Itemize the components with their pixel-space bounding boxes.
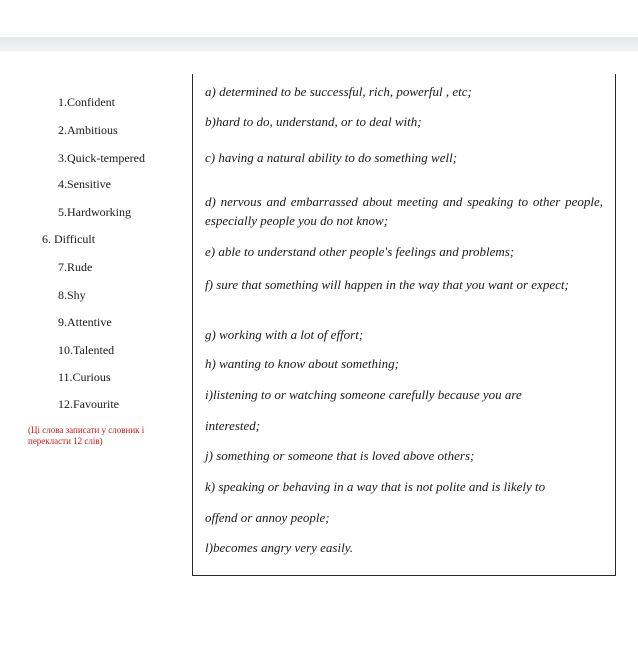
definition-item: l)becomes angry very easily.	[205, 540, 354, 555]
definition-item: i)listening to or watching someone carefully because you are	[205, 387, 522, 402]
word-item: 6. Difficult	[42, 232, 96, 246]
top-bar-divider	[0, 37, 638, 51]
word-item: 4.Sensitive	[58, 177, 111, 191]
word-item: 11.Curious	[58, 370, 111, 384]
definition-item: h) wanting to know about something;	[205, 356, 399, 371]
document-page	[0, 51, 638, 661]
definition-item: b)hard to do, understand, or to deal with;	[205, 114, 422, 129]
word-item: 8.Shy	[58, 288, 86, 302]
definitions-box	[192, 74, 616, 576]
definition-item: d) nervous and embarrassed about meeting and speaking to other people, especially people you do not know;	[205, 194, 603, 228]
definition-item: interested;	[205, 418, 261, 433]
word-item: 2.Ambitious	[58, 123, 118, 137]
definition-item: a) determined to be successful, rich, powerful , etc;	[205, 84, 472, 99]
word-item: 1.Confident	[58, 95, 115, 109]
definition-item: g) working with a lot of effort;	[205, 327, 364, 342]
definition-item: c) having a natural ability to do something well;	[205, 150, 458, 165]
top-bar	[0, 0, 638, 37]
definition-item: e) able to understand other people's feelings and problems;	[205, 244, 515, 259]
word-list	[0, 51, 190, 471]
word-item: 9.Attentive	[58, 315, 112, 329]
word-item: 12.Favourite	[58, 397, 119, 411]
translation-note: (Ці слова записати у словник і перекласти 12 слів)	[28, 425, 145, 446]
word-item: 5.Hardworking	[58, 205, 131, 219]
definition-item: j) something or someone that is loved above others;	[205, 448, 475, 463]
word-item: 3.Quick-tempered	[58, 151, 145, 165]
word-item: 7.Rude	[58, 260, 93, 274]
definition-item: f) sure that something will happen in the way that you want or expect;	[205, 277, 569, 292]
word-item: 10.Talented	[58, 343, 115, 357]
definition-item: offend or annoy people;	[205, 510, 330, 525]
definition-item: k) speaking or behaving in a way that is not polite and is likely to	[205, 479, 546, 494]
